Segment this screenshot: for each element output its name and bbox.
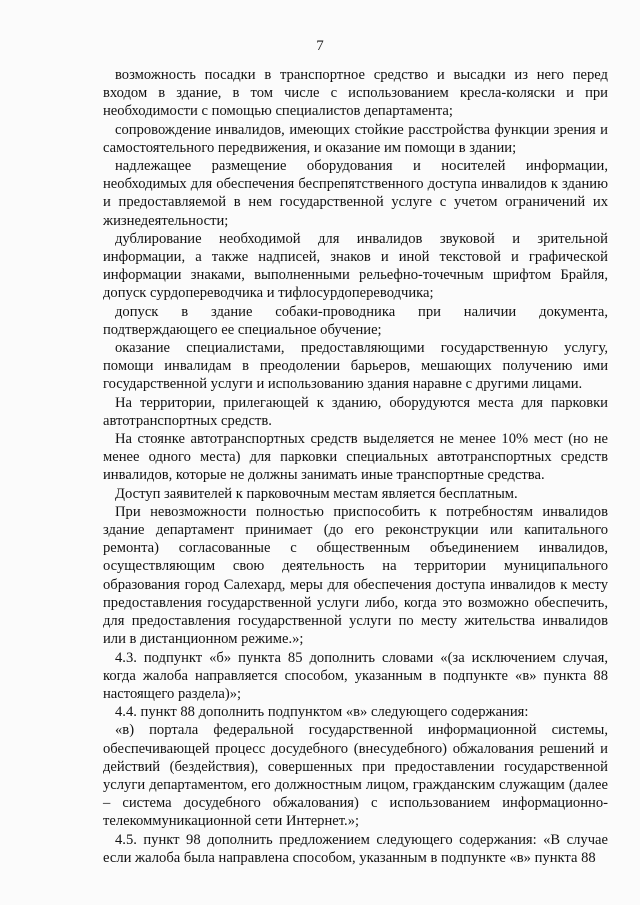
paragraph-boarding: возможность посадки в транспортное средство и высадки из него перед входом в здание, в том числе с использованием кресла-коляски и при необходимости с помощью специалистов департамента; bbox=[103, 67, 608, 120]
paragraph-guide-dog: допуск в здание собаки-проводника при наличии документа, подтверждающего ее специальное обучение; bbox=[103, 303, 608, 338]
paragraph-accessibility-measures: При невозможности полностью приспособить к потребностям инвалидов здание департамент принимает (до его реконструкции или капитального ремонта) согласованные с общественным объединением инвалидов, осуществляющим свою деятельность на территории муниципального образования город Салехард, меры для обеспечения доступа инвалидов к месту предоставления государственной услуги либо, когда это возможно обеспечить, для предоставления государственной услуги по месту жительства инвалидов или в дистанционном режиме.»; bbox=[103, 503, 608, 648]
paragraph-parking-free: Доступ заявителей к парковочным местам является бесплатным. bbox=[115, 485, 518, 502]
paragraph-assistance: оказание специалистами, предоставляющими государственную услугу, помощи инвалидам в преодолении барьеров, мешающих получению ими государственной услуги и использованию здания наравне с другими лицами. bbox=[103, 340, 608, 393]
paragraph-item-4-4: 4.4. пункт 88 дополнить подпунктом «в» следующего содержания: bbox=[115, 704, 529, 721]
paragraph-item-4-3: 4.3. подпункт «б» пункта 85 дополнить словами «(за исключением случая, когда жалоба направляется способом, указанным в подпункте «в» пункта 88 настоящего раздела)»; bbox=[103, 649, 608, 702]
paragraph-parking-territory: На территории, прилегающей к зданию, оборудуются места для парковки автотранспортных средств. bbox=[103, 394, 608, 429]
paragraph-parking-share: На стоянке автотранспортных средств выделяется не менее 10% мест (но не менее одного места) для парковки специальных автотранспортных средств инвалидов, которые не должны занимать иные транспортные средства. bbox=[103, 431, 608, 484]
paragraph-subitem-v: «в) портала федеральной государственной информационной системы, обеспечивающей процесс досудебного (внесудебного) обжалования решений и действий (бездействия), совершенных при предоставлении государственной услуги департаментом, его должностным лицом, гражданским служащим (далее – система досудебного обжалования) с использованием информационно-телекоммуникационной сети Интернет.»; bbox=[103, 722, 608, 830]
paragraph-equipment: надлежащее размещение оборудования и носителей информации, необходимых для обеспечения беспрепятственного доступа инвалидов к зданию и предоставляемой в нем государственной услуге с учетом ограничений их жизнедеятельности; bbox=[103, 158, 608, 229]
document-body bbox=[103, 66, 608, 867]
page-number: 7 bbox=[316, 38, 324, 54]
paragraph-item-4-5: 4.5. пункт 98 дополнить предложением следующего содержания: «В случае если жалоба была направлена способом, указанным в подпункте «в» пункта 88 bbox=[103, 831, 608, 866]
paragraph-duplication: дублирование необходимой для инвалидов звуковой и зрительной информации, а также надписей, знаков и иной текстовой и графической информации знаками, выполненными рельефно-точечным шрифтом Брайля, допуск сурдопереводчика и тифлосурдопереводчика; bbox=[103, 230, 608, 302]
paragraph-escort: сопровождение инвалидов, имеющих стойкие расстройства функции зрения и самостоятельного передвижения, и оказание им помощи в здании; bbox=[103, 121, 608, 156]
